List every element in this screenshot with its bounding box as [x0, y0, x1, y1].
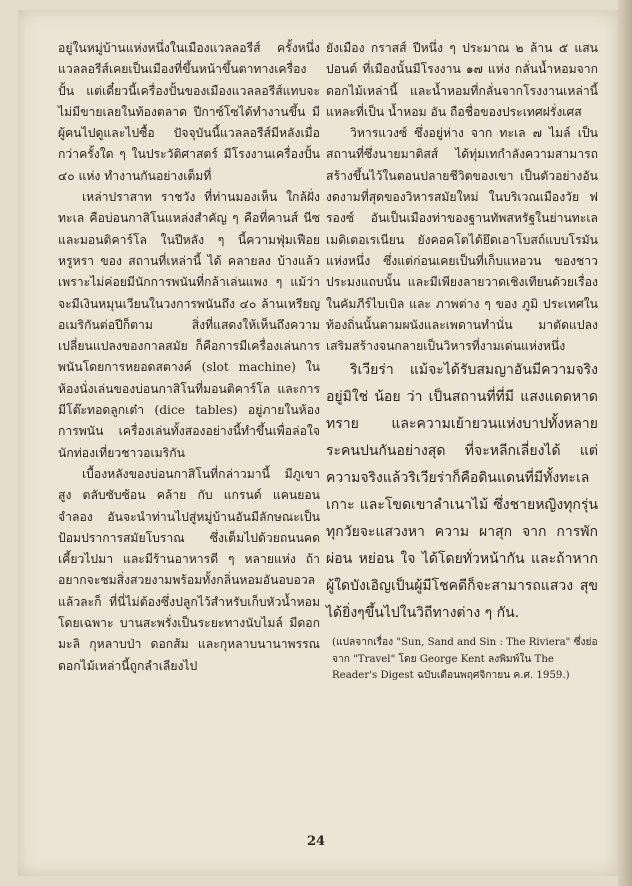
- book-page: [18, 10, 618, 876]
- paragraph-casinos: เหล่าปราสาท ราชวัง ที่ท่านมองเห็น ใกล้ฝั่งทะเล คือบ่อนกาสิโนแหล่งสำคัญ ๆ คือที่คานส์ นีซ และมอนติคาร์โล ในปีหลัง ๆ นี้ความฟุ่มเฟือย หรูหรา ของ สถานที่เหล่านี้ ได้ คลายลง บ้างแล้ว เพราะไม่ค่อยมีนักการพนันที่กล้าเล่นแพง ๆ แม้ว่าจะมีเงินหมุนเวียนในวงการพนันถึง ๔๐ ล้านเหรียญอเมริกันต่อปีก็ตาม สิ่งที่แสดงให้เห็นถึงความเปลี่ยนแปลงของกาลสมัย ก็คือการมีเครื่องเล่นการพนันโดยการหยอดสตางค์ (slot machine) ในห้องนั่งเล่นของบ่อนกาสิโนที่มอนติคาร์โล และการมีโต๊ะทอดลูกเต๋า (dice tables) อยู่ภายในห้องการพนัน เครื่องเล่นทั้งสองอย่างนี้ทำขึ้นเพื่อล่อใจนักท่องเที่ยวชาวอเมริกัน: [58, 190, 320, 460]
- page-number: 24: [306, 834, 326, 849]
- right-column: [326, 38, 598, 685]
- paragraph-vence-chapel: วิหารแวงซ์ ซึ่งอยู่ห่าง จาก ทะเล ๗ ไมล์ เป็นสถานที่ซึ่งนายมาติสส์ ได้ทุ่มเทกำลังความสามารถสร้างขึ้นไว้ในตอนปลายชีวิตของเขา เป็นตัวอย่างอันงดงามที่สุดของวิหารสมัยใหม่ ในบริเวณเมืองวัย ฟรองซ์ อันเป็นเมืองท่าของฐานทัพสหรัฐในย่านทะเลเมดิเตอเรเนียน ยังคอคโตได้ยึดเอาโบสถ์แบบโรมันแห่งหนึ่ง ซึ่งแต่ก่อนเคยเป็นที่เก็บแหอวน ของชาว ประมงแถบนั้น และมีเพียงลายวาดเชิงเทียนด้วยเรื่องในคัมภีร์ไบเบิล และ ภาพต่าง ๆ ของ ภูมิ ประเทศในท้องถิ่นนั้นตามผนังและเพดานทำนั่น มาตัดแปลงเสริมสร้างจนกลายเป็นวิหารที่งามเด่นแห่งหนึ่ง: [326, 126, 598, 354]
- page-edge-shadow: [618, 0, 632, 886]
- paragraph-mountains: เบื้องหลังของบ่อนกาสิโนที่กล่าวมานี้ มีภูเขาสูง ตลับซับซ้อน คล้าย กับ แกรนด์ แคนยอน จำลอง อันจะนำท่านไปสู่หมู่บ้านอันมีลักษณะเป็นป้อมปราการสมัยโบราณ ซึ่งเต็มไปด้วยถนนคดเคี้ยวไปมา และมีร้านอาหารดี ๆ หลายแห่ง ถ้าอยากจะชมสิ่งสวยงามพร้อมทั้งกลิ่นหอมอันอบอวลแล้วละก็ ที่นี่ไม่ต้องซึ่งปลูกไว้สำหรับเก็บหัวน้ำหอมโดยเฉพาะ บานสะพรั่งเป็นระยะทางนับไมล์ มีดอกมะลิ กุหลาบป่า ดอกส้ม และกุหลาบนานาพรรณ ดอกไม้เหล่านี้ถูกลำเลียงไป: [58, 466, 320, 673]
- reference-note: (แปลจากเรื่อง "Sun, Sand and Sin : The Riviera" ซึ่งย่อจาก "Travel" โดย George Kent ลงพิมพ์ใน The Reader's Digest ฉบับเดือนพฤศจิกายน ค.ศ. 1959.): [332, 637, 598, 682]
- left-column: [58, 38, 320, 677]
- paragraph-riviera-summary: ริเวียร่า แม้จะได้รับสมญาอันมีความจริงอยู่มิใช่ น้อย ว่า เป็นสถานที่ที่มี แสงแดดหาดทราย และความเย้ายวนแห่งบาปทั้งหลายระคนปนกันอย่างสุด ที่จะหลีกเลี่ยงได้ แต่ความจริงแล้วริเวียร่าก็คือดินแดนที่มีทั้งทะเล เกาะ และโขดเขาลำเนาไม้ ซึ่งชายหญิงทุกรุ่นทุกวัยจะแสวงหา ความ ผาสุก จาก การพัก ผ่อน หย่อน ใจ ได้โดยทั่วหน้ากัน และถ้าหากผู้ใดบังเอิญเป็นผู้มีโชคดีก็จะสามารถแสวง สุข ได้ยิ่งๆขึ้นไปในวิถีทางต่าง ๆ กัน.: [326, 362, 598, 622]
- paragraph-grasse: ยังเมือง กราสส์ ปีหนึ่ง ๆ ประมาณ ๒ ล้าน ๕ แสนปอนด์ ที่เมืองนั้นมีโรงงาน ๑๗ แห่ง กลั่นน้ำหอมจากดอกไม้เหล่านี้ และน้ำหอมที่กลั่นจากโรงงานเหล่านี้ แหละที่เป็น น้ำหอม อัน ถือชื่อของประเทศฝรั่งเศส: [326, 41, 598, 119]
- paragraph-vallauris: อยู่ในหมู่บ้านแห่งหนึ่งในเมืองแวลลอรีส์ ครั้งหนึ่งแวลลอรีส์เคยเป็นเมืองที่ขึ้นหน้าขึ้นตาทางเครื่องปั้น แต่เดี๋ยวนี้เครื่องปั้นของเมืองแวลลอรีส์แทบจะไม่มีขายเลยในท้องตลาด ปีกาซ์โซได้ทำงานขึ้น มีผู้คนไปดูและไปซื้อ ปัจจุบันนี้แวลลอรีส์มีหลังเมื่อกว่าครั้งใด ๆ ในประวัติศาสตร์ มีโรงงานเครื่องปั้น ๔๐ แห่ง ทำงานกันอย่างเต็มที่: [58, 41, 320, 183]
